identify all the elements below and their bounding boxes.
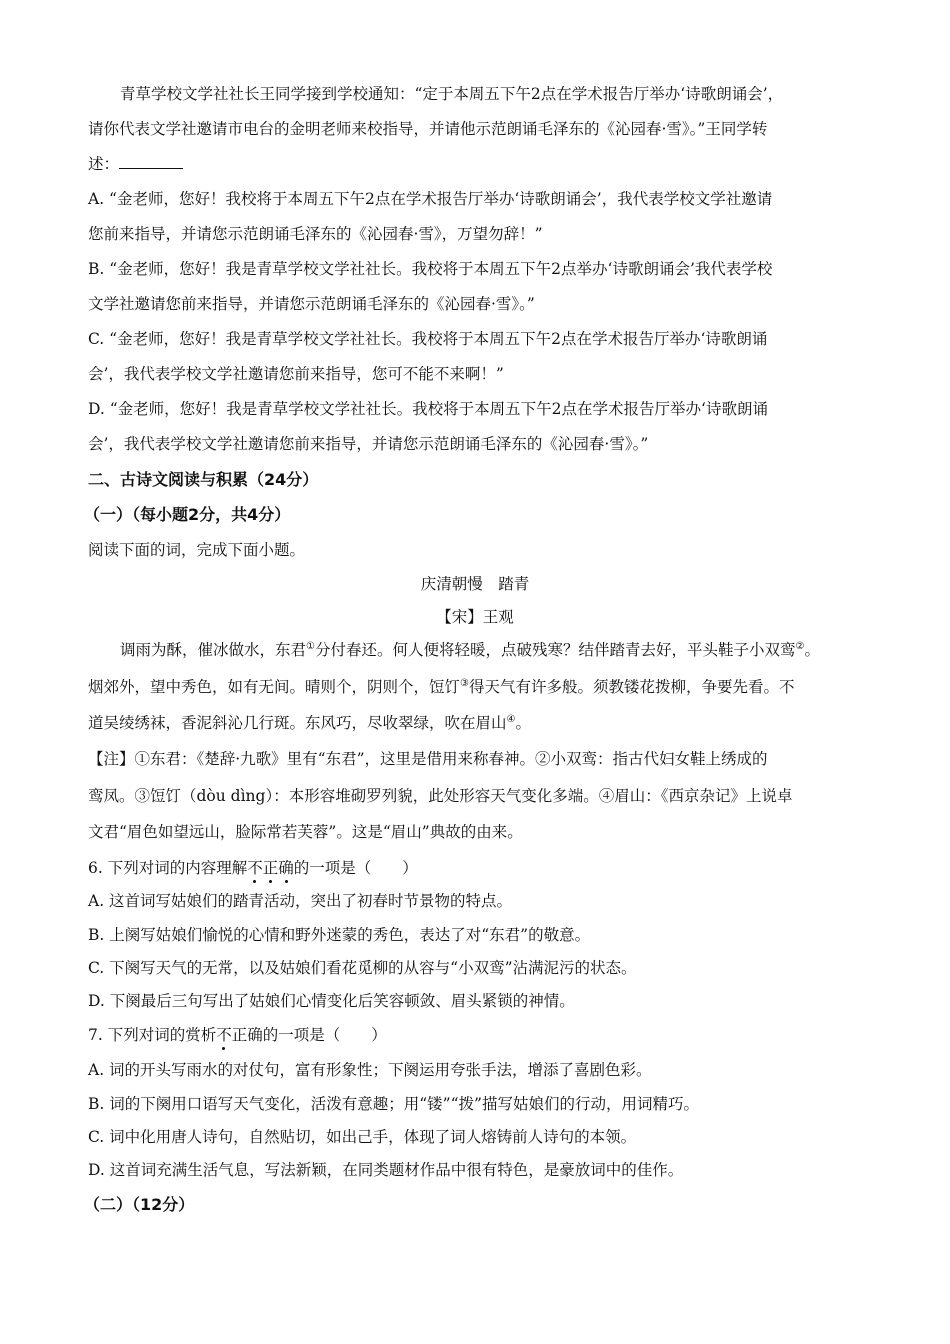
subsection-heading: （二）（12分） bbox=[84, 1195, 195, 1214]
emphasis-char: 不 bbox=[216, 1026, 232, 1044]
poem-line bbox=[88, 677, 795, 697]
option-c-line2: 会’，我代表学校文学社邀请您前来指导，您可不能不来啊！” bbox=[88, 365, 504, 383]
notes-line: 文君“眉色如望远山，脸际常若芙蓉”。这是“眉山”典故的由来。 bbox=[88, 823, 523, 841]
notes-line: 鸾凤。③饾饤（dòu dìng）：本形容堆砌罗列貌，此处形容天气变化多端。④眉山：《西京杂记》上说卓 bbox=[88, 787, 793, 805]
poem-text: 。 bbox=[804, 641, 820, 659]
question-text: 正确的一项是（ ） bbox=[231, 1026, 387, 1044]
question-text: 7. 下列对词的赏析 bbox=[88, 1026, 217, 1044]
poem-text: 调雨为酥，催冰做水，东君 bbox=[120, 641, 307, 659]
emphasis-char: 不 bbox=[247, 859, 263, 877]
option-a-line2: 您前来指导，并请您示范朗诵毛泽东的《沁园春·雪》，万望勿辞！” bbox=[88, 225, 543, 243]
poem-text: 。 bbox=[515, 714, 531, 732]
option-a-line1: A. “金老师，您好！我校将于本周五下午2点在学术报告厅举办‘诗歌朗诵会’，我代表学校文学社邀请 bbox=[88, 190, 773, 208]
question-7-option: A. 词的开头写雨水的对仗句，富有形象性；下阕运用夸张手法，增添了喜剧色彩。 bbox=[88, 1061, 652, 1079]
poem-title: 庆清朝慢 踏青 bbox=[420, 575, 530, 593]
intro-line bbox=[88, 154, 183, 174]
question-7-option: C. 词中化用唐人诗句，自然贴切，如出己手，体现了词人熔铸前人诗句的本领。 bbox=[88, 1128, 637, 1146]
question-6-option: D. 下阕最后三句写出了姑娘们心情变化后笑容顿敛、眉头紧锁的神情。 bbox=[88, 992, 575, 1010]
note-marker: ④ bbox=[506, 713, 516, 725]
emphasis-char: 正 bbox=[262, 859, 279, 877]
question-6-stem bbox=[88, 858, 418, 878]
note-marker: ② bbox=[795, 640, 805, 652]
intro-line: 请你代表文学社邀请市电台的金明老师来校指导，并请他示范朗诵毛泽东的《沁园春·雪》。”王同学转 bbox=[88, 120, 768, 138]
poem-text: 道吴绫绣袜，香泥斜沁几行斑。东风巧，尽收翠绿，吹在眉山 bbox=[88, 714, 507, 732]
poem-text: 分付春还。何人便将轻暖，点破残寒？结伴踏青去好，平头鞋子小双鸾 bbox=[314, 641, 796, 659]
option-b-line1: B. “金老师，您好！我是青草学校文学社社长。我校将于本周五下午2点举办‘诗歌朗诵会’我代表学校 bbox=[88, 260, 773, 278]
option-d-line2: 会’，我代表学校文学社邀请您前来指导，并请您示范朗诵毛泽东的《沁园春·雪》。” bbox=[88, 435, 649, 453]
question-6-option: C. 下阕写天气的无常，以及姑娘们看花觅柳的从容与“小双鸾”沾满泥污的状态。 bbox=[88, 959, 637, 977]
note-marker: ① bbox=[306, 640, 315, 652]
question-6-option: B. 上阕写姑娘们愉悦的心情和野外迷蒙的秀色，表达了对“东君”的敬意。 bbox=[88, 926, 591, 944]
question-7-stem bbox=[88, 1025, 387, 1045]
note-marker: ③ bbox=[460, 677, 469, 689]
question-7-option: D. 这首词充满生活气息，写法新颖，在同类题材作品中很有特色，是豪放词中的佳作。 bbox=[88, 1161, 684, 1179]
subsection-heading: （一）（每小题2分，共4分） bbox=[84, 505, 291, 524]
poem-text: 烟郊外，望中秀色，如有无间。晴则个，阴则个，饾饤 bbox=[88, 678, 461, 696]
option-c-line1: C. “金老师，您好！我是青草学校文学社社长。我校将于本周五下午2点在学术报告厅举办‘诗歌朗诵 bbox=[88, 330, 768, 348]
reading-instruction: 阅读下面的词，完成下面小题。 bbox=[88, 541, 306, 559]
poem-text: 得天气有许多般。须教镂花拨柳，争要先看。不 bbox=[468, 678, 795, 696]
poem-line bbox=[120, 640, 820, 660]
intro-line: 青草学校文学社社长王同学接到学校通知：“定于本周五下午2点在学术报告厅举办‘诗歌朗诵会’， bbox=[120, 85, 784, 103]
notes-line: 【注】①东君：《楚辞·九歌》里有“东君”，这里是借用来称春神。②小双鸾：指古代妇女鞋上绣成的 bbox=[88, 750, 768, 768]
question-text: 6. 下列对词的内容理解 bbox=[88, 859, 248, 877]
question-6-option: A. 这首词写姑娘们的踏青活动，突出了初春时节景物的特点。 bbox=[88, 892, 513, 910]
emphasis-char: 确 bbox=[278, 859, 294, 877]
answer-blank bbox=[119, 154, 183, 169]
option-d-line1: D. “金老师，您好！我是青草学校文学社社长。我校将于本周五下午2点在学术报告厅举办‘诗歌朗诵 bbox=[88, 400, 768, 418]
intro-line-text: 述： bbox=[88, 155, 120, 173]
poem-line bbox=[88, 713, 531, 733]
question-text: 的一项是（ ） bbox=[293, 859, 418, 877]
question-7-option: B. 词的下阕用口语写天气变化，活泼有意趣；用“镂”“拨”描写姑娘们的行动，用词精巧。 bbox=[88, 1095, 699, 1113]
section-heading: 二、古诗文阅读与积累（24分） bbox=[88, 470, 319, 489]
option-b-line2: 文学社邀请您前来指导，并请您示范朗诵毛泽东的《沁园春·雪》。” bbox=[88, 295, 535, 313]
poem-author: 【宋】王观 bbox=[436, 608, 514, 626]
